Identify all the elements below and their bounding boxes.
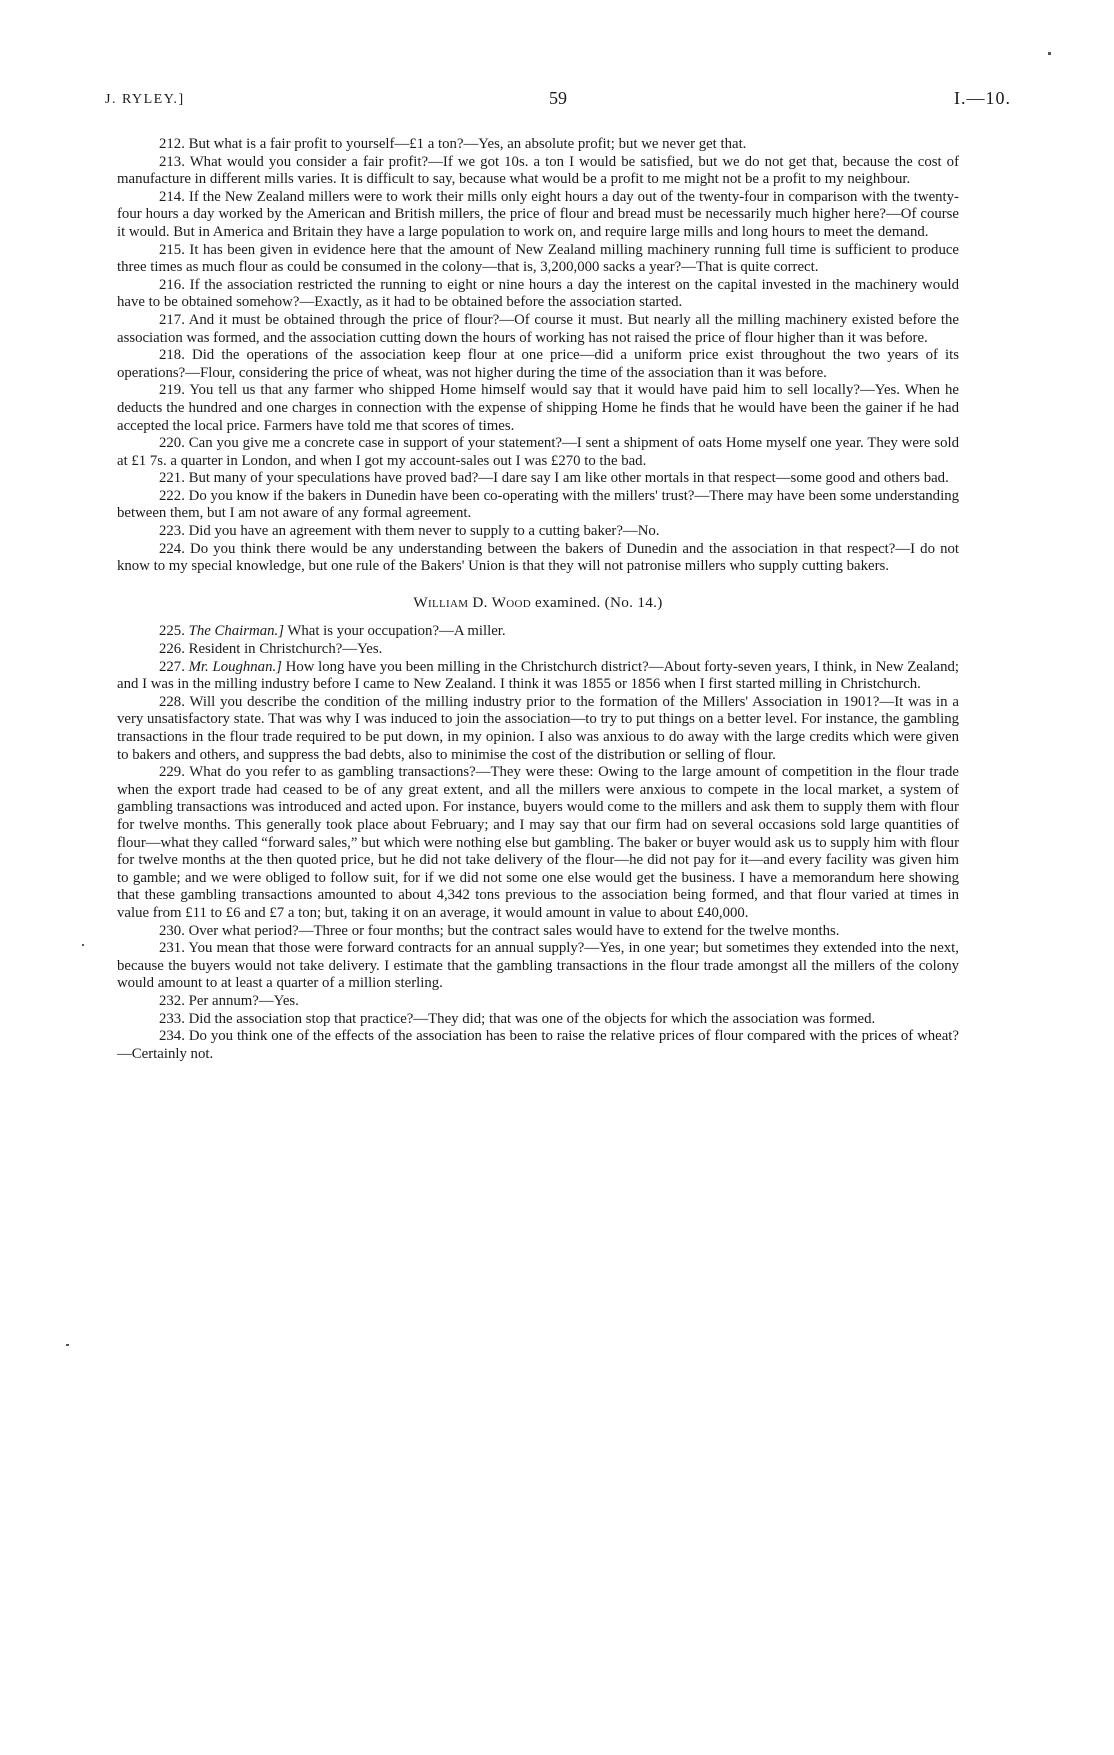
paragraph-232: 232. Per annum?—Yes. xyxy=(159,992,299,1009)
paper-reference: I.—10. xyxy=(954,88,1011,108)
paragraph-225 xyxy=(117,623,959,641)
section-heading xyxy=(117,594,959,612)
evidence-text xyxy=(117,136,959,1063)
witness-name: J. RYLEY.] xyxy=(105,92,185,107)
witness-heading-name: William D. Wood xyxy=(413,593,531,611)
question-number: 225. xyxy=(159,623,189,640)
page-number: 59 xyxy=(549,88,567,108)
paragraph-216: 216. If the association restricted the running to eight or nine hours a day the interest on the capital invested in the machinery would have to be obtained somehow?—Exactly, as it had to be obtained before the association started. xyxy=(117,276,959,311)
paragraph-212: 212. But what is a fair profit to yourself—£1 a ton?—Yes, an absolute profit; but we never get that. xyxy=(159,136,747,152)
paragraph-214: 214. If the New Zealand millers were to work their mills only eight hours a day out of the twenty-four in comparison with the twenty-four hours a day worked by the American and British millers, the price of flour and bread must be necessarily much higher here?—Of course it would. But in America and Britain they have a large population to work on, and require large mills and long hours to meet the demand. xyxy=(117,188,959,240)
question-text: How long have you been milling in the Christchurch district?—About forty-seven years, I think, in New Zealand; and I was in the milling industry before I came to New Zealand. I think it was 1855 or 1856 when I first started milling in Christchurch. xyxy=(117,658,959,693)
paragraph-222: 222. Do you know if the bakers in Dunedin have been co-operating with the millers' trust?—There may have been some understanding between them, but I am not aware of any formal agreement. xyxy=(117,487,959,522)
speaker-name: Mr. Loughnan.] xyxy=(188,658,282,675)
question-text: What is your occupation?—A miller. xyxy=(283,623,506,640)
paragraph-233: 233. Did the association stop that practice?—They did; that was one of the objects for which the association was formed. xyxy=(159,1010,876,1027)
paragraph-230: 230. Over what period?—Three or four months; but the contract sales would have to extend for the twelve months. xyxy=(159,922,840,939)
paragraph-234: 234. Do you think one of the effects of the association has been to raise the relative prices of flour compared with the prices of wheat?—Certainly not. xyxy=(117,1028,959,1062)
paragraph-227 xyxy=(117,659,959,694)
scan-speck xyxy=(1048,52,1051,55)
witness-heading-rest: examined. (No. 14.) xyxy=(530,593,663,611)
question-number: 227. xyxy=(159,658,189,675)
scan-speck xyxy=(82,944,84,946)
paragraph-220: 220. Can you give me a concrete case in support of your statement?—I sent a shipment of oats Home myself one year. They were sold at £1 7s. a quarter in London, and when I got my account-sales out I was £270 to the bad. xyxy=(117,435,959,469)
page-header xyxy=(105,88,1011,118)
speaker-name: The Chairman.] xyxy=(188,623,284,640)
paragraph-223: 223. Did you have an agreement with them never to supply to a cutting baker?—No. xyxy=(159,523,660,540)
paragraph-228: 228. Will you describe the condition of the milling industry prior to the formation of the Millers' Association in 1901?—It was in a very unsatisfactory state. That was why I was induced to join the association—to try to put things on a better level. For instance, the gambling transactions in the flour trade required to be put down, in my opinion. I also was anxious to do away with the large credits which were given to bakers and others, and suppress the bad debts, also to minimise the cost of the distribution or selling of flour. xyxy=(117,693,959,763)
scan-speck xyxy=(66,1344,69,1346)
paragraph-229: 229. What do you refer to as gambling transactions?—They were these: Owing to the large amount of competition in the flour trade when the export trade had ceased to be of any great extent, and all the millers were anxious to compete in the local market, a system of gambling transactions was introduced and acted upon. For instance, buyers would come to the millers and ask them to supply them with flour for twelve months. This generally took place about February; and I may say that our firm had on several occasions sold large quantities of flour—what they called “forward sales,” but which were nothing else but gambling. The baker or buyer would ask us to supply him with flour for twelve months at the then quoted price, but he did not take delivery of the flour—he did not pay for it—and every facility was given him to gamble; and we were obliged to follow suit, for if we did not some one else would get the business. I have a memorandum here showing that these gambling transactions amounted to about 4,342 tons previous to the association being formed, and that flour varied at times in value from £11 to £6 and £7 a ton; but, taking it on an average, it would amount in value to about £40,000. xyxy=(117,764,959,921)
paragraph-226: 226. Resident in Christchurch?—Yes. xyxy=(159,641,383,658)
paragraph-218: 218. Did the operations of the association keep flour at one price—did a uniform price exist throughout the two years of its operations?—Flour, considering the price of wheat, was not higher during the time of the association than it was before. xyxy=(117,347,959,381)
paragraph-224: 224. Do you think there would be any understanding between the bakers of Dunedin and the association in that respect?—I do not know to my special knowledge, but one rule of the Bakers' Union is that they will not patronise millers who supply cutting bakers. xyxy=(117,540,959,575)
paragraph-213: 213. What would you consider a fair profit?—If we got 10s. a ton I would be satisfied, but we do not get that, because the cost of manufacture in different mills varies. It is difficult to say, because what would be a profit to me might not be a profit to my neighbour. xyxy=(117,153,959,188)
paragraph-221: 221. But many of your speculations have proved bad?—I dare say I am like other mortals in that respect—some good and others bad. xyxy=(159,470,949,487)
paragraph-215: 215. It has been given in evidence here that the amount of New Zealand milling machinery running full time is sufficient to produce three times as much flour as could be consumed in the colony—that is, 3,200,000 sacks a year?—That is quite correct. xyxy=(117,241,959,276)
paragraph-231: 231. You mean that those were forward contracts for an annual supply?—Yes, in one year; but sometimes they extended into the next, because the buyers would not take delivery. I estimate that the gambling transactions in the flour trade amongst all the millers of the colony would amount to at least a quarter of a million sterling. xyxy=(117,940,959,992)
paragraph-217: 217. And it must be obtained through the price of flour?—Of course it must. But nearly all the milling machinery existed before the association was formed, and the association cutting down the hours of working has not raised the price of flour higher than it was before. xyxy=(117,311,959,346)
paragraph-219: 219. You tell us that any farmer who shipped Home himself would say that it would have paid him to sell locally?—Yes. When he deducts the hundred and one charges in connection with the expense of shipping Home he finds that he would have been the gainer if he had accepted the local price. Farmers have told me that scores of times. xyxy=(117,382,959,434)
